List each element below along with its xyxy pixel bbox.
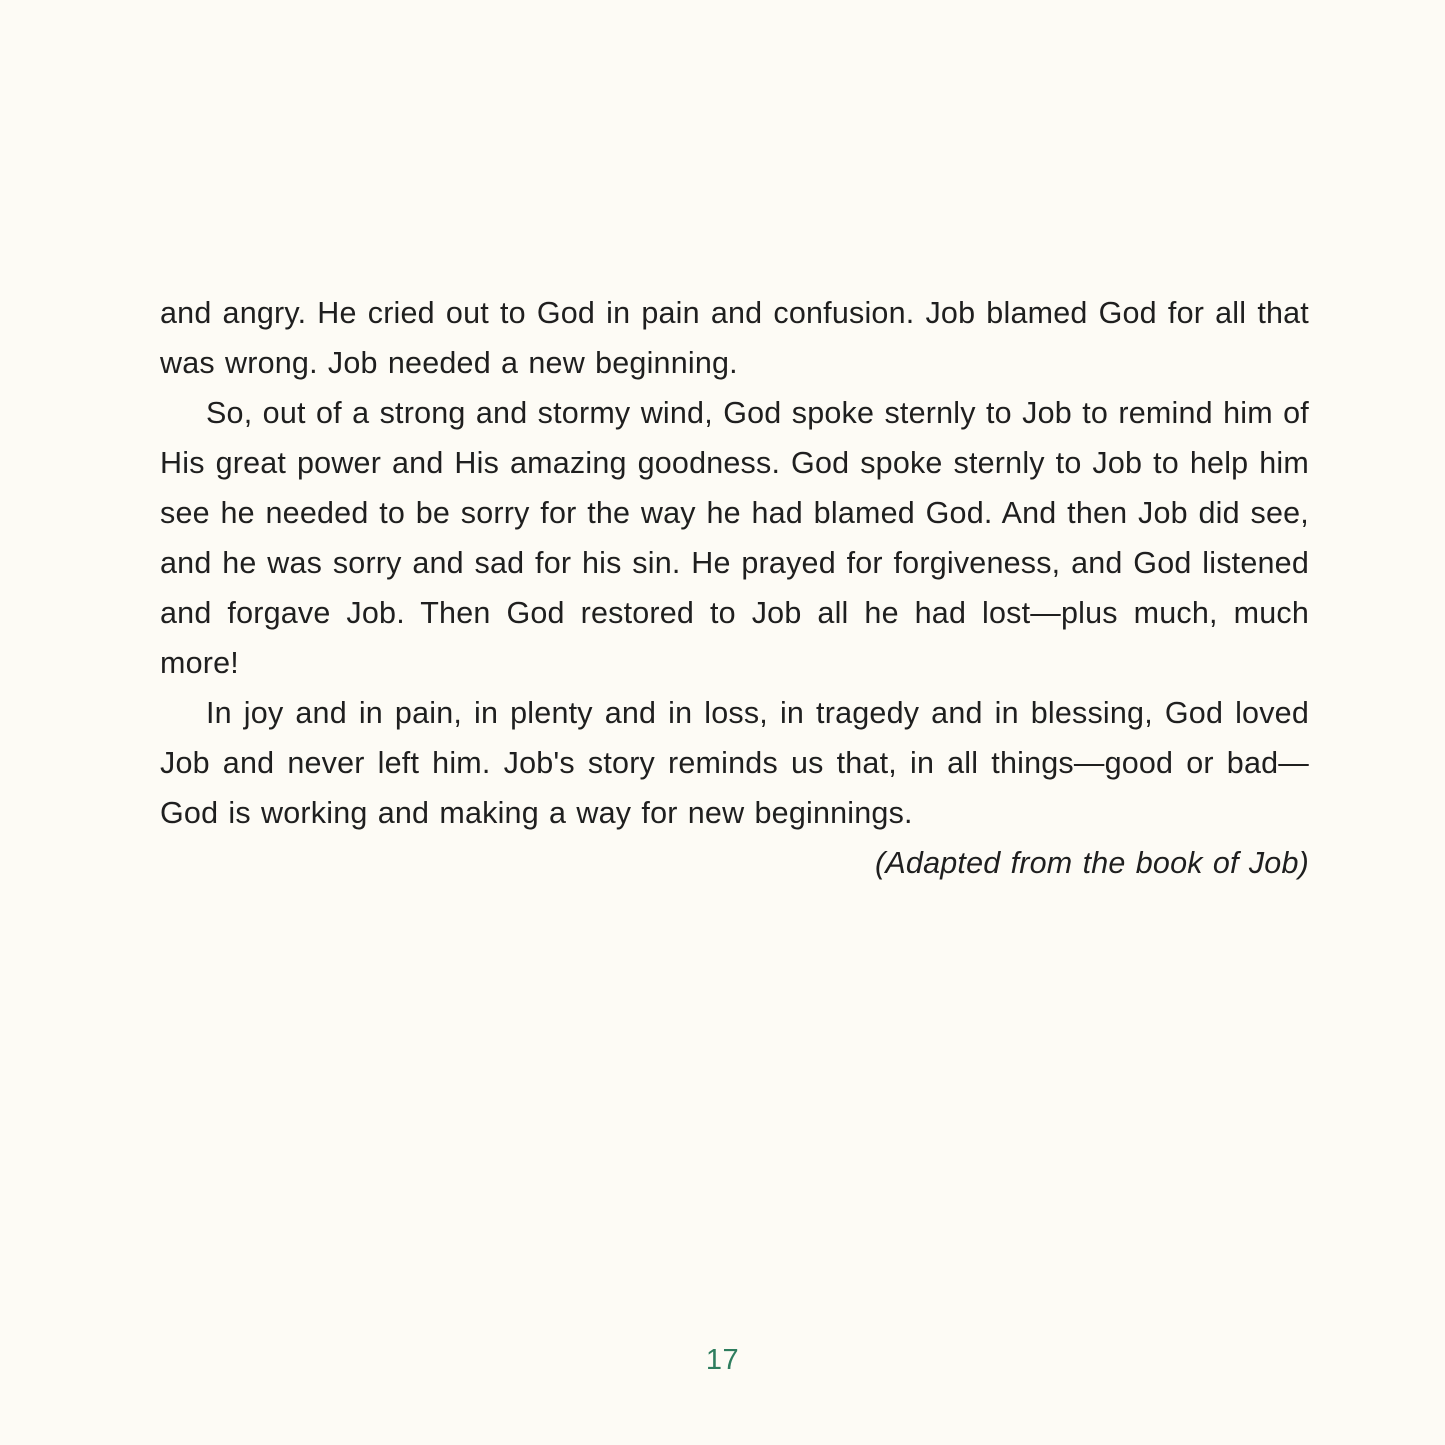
body-paragraph-2: So, out of a strong and stormy wind, God spoke sternly to Job to remind him of His great power and His amazing goodness. God spoke sternly to Job to help him see he needed to be sorry for the way he had blamed God. And then Job did see, and he was sorry and sad for his sin. He prayed for forgiveness, and God listened and forgave Job. Then God restored to Job all he had lost—plus much, much more! xyxy=(160,396,1309,680)
body-paragraph-continuation: and angry. He cried out to God in pain and confusion. Job blamed God for all that was wrong. Job needed a new beginning. xyxy=(160,296,1309,380)
page-number: 17 xyxy=(705,1344,740,1376)
attribution-line: (Adapted from the book of Job) xyxy=(875,846,1309,880)
body-text-block xyxy=(160,288,1309,888)
body-paragraph-3: In joy and in pain, in plenty and in loss, in tragedy and in blessing, God loved Job and never left him. Job's story reminds us that, in all things—good or bad—God is working and making a way for new beginnings. xyxy=(160,696,1309,830)
